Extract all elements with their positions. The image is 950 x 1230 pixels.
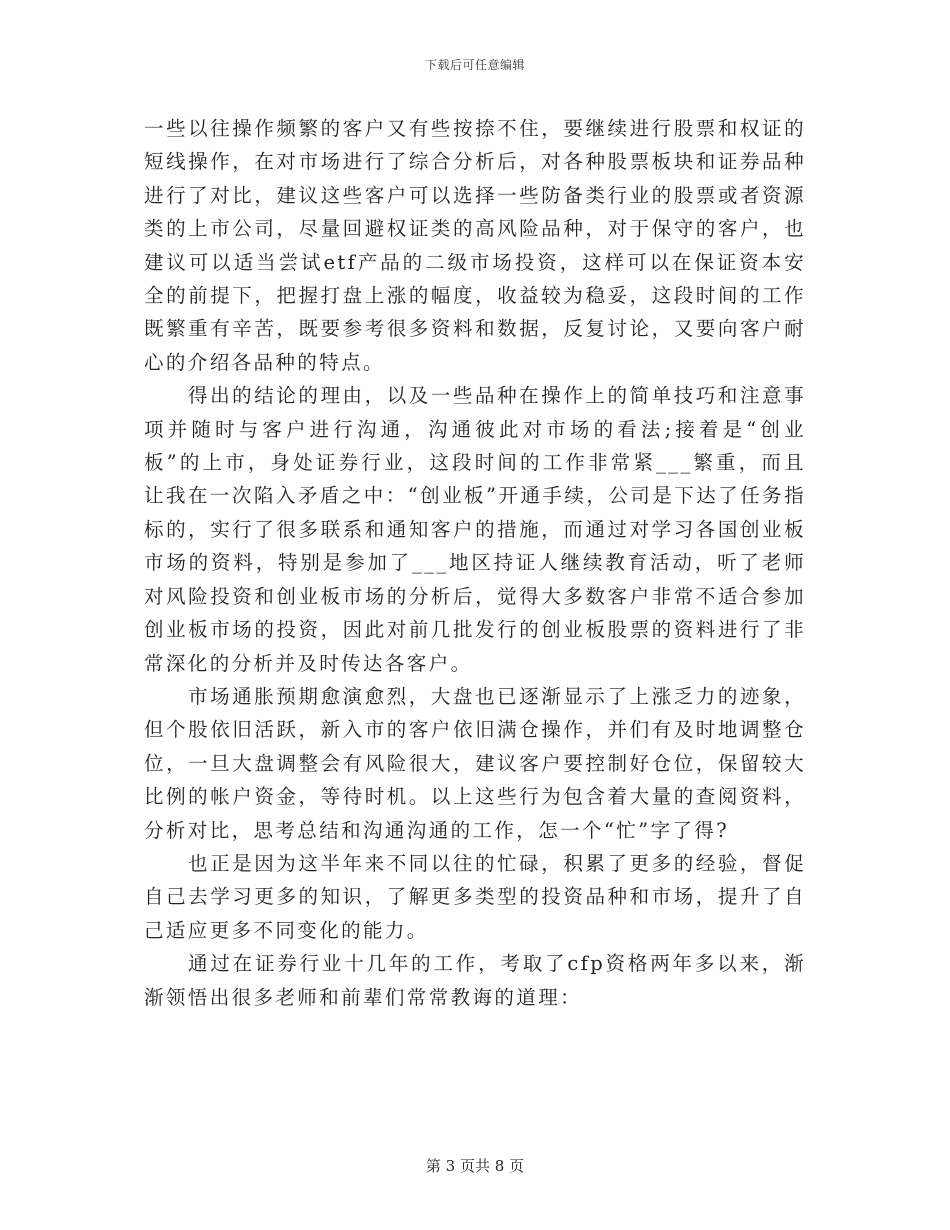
paragraph-3: 市场通胀预期愈演愈烈，大盘也已逐渐显示了上涨乏力的迹象，但个股依旧活跃，新入市的客户依旧满仓操作，并们有及时地调整仓位，一旦大盘调整会有风险很大，建议客户要控制好仓位，保留较大比例的帐户资金，等待时机。以上这些行为包含着大量的查阅资料，分析对比，思考总结和沟通沟通的工作，怎一个“忙”字了得? (144, 684, 806, 842)
paragraph-5: 通过在证券行业十几年的工作，考取了cfp资格两年多以来，渐渐领悟出很多老师和前辈们常常教诲的道理： (144, 952, 806, 1009)
paragraph-2: 得出的结论的理由，以及一些品种在操作上的简单技巧和注意事项并随时与客户进行沟通，沟通彼此对市场的看法;接着是“创业板”的上市，身处证券行业，这段时间的工作非常紧___繁重，而且让我在一次陷入矛盾之中：“创业板”开通手续，公司是下达了任务指标的，实行了很多联系和通知客户的措施，而通过对学习各国创业板市场的资料，特别是参加了___地区持证人继续教育活动，听了老师对风险投资和创业板市场的分析后，觉得大多数客户非常不适合参加创业板市场的投资，因此对前几批发行的创业板股票的资料进行了非常深化的分析并及时传达各客户。 (144, 384, 806, 675)
paragraph-1: 一些以往操作频繁的客户又有些按捺不住，要继续进行股票和权证的短线操作，在对市场进行了综合分析后，对各种股票板块和证券品种进行了对比，建议这些客户可以选择一些防备类行业的股票或者资源类的上市公司，尽量回避权证类的高风险品种，对于保守的客户，也建议可以适当尝试etf产品的二级市场投资，这样可以在保证资本安全的前提下，把握打盘上涨的幅度，收益较为稳妥，这段时间的工作既繁重有辛苦，既要参考很多资料和数据，反复讨论，又要向客户耐心的介绍各品种的特点。 (144, 117, 806, 374)
page-header: 下载后可任意编辑 (424, 58, 525, 72)
page-footer: 第 3 页共 8 页 (425, 1157, 525, 1175)
paragraph-4: 也正是因为这半年来不同以往的忙碌，积累了更多的经验，督促自己去学习更多的知识，了解更多类型的投资品种和市场，提升了自己适应更多不同变化的能力。 (144, 851, 806, 942)
document-body (144, 112, 806, 1014)
